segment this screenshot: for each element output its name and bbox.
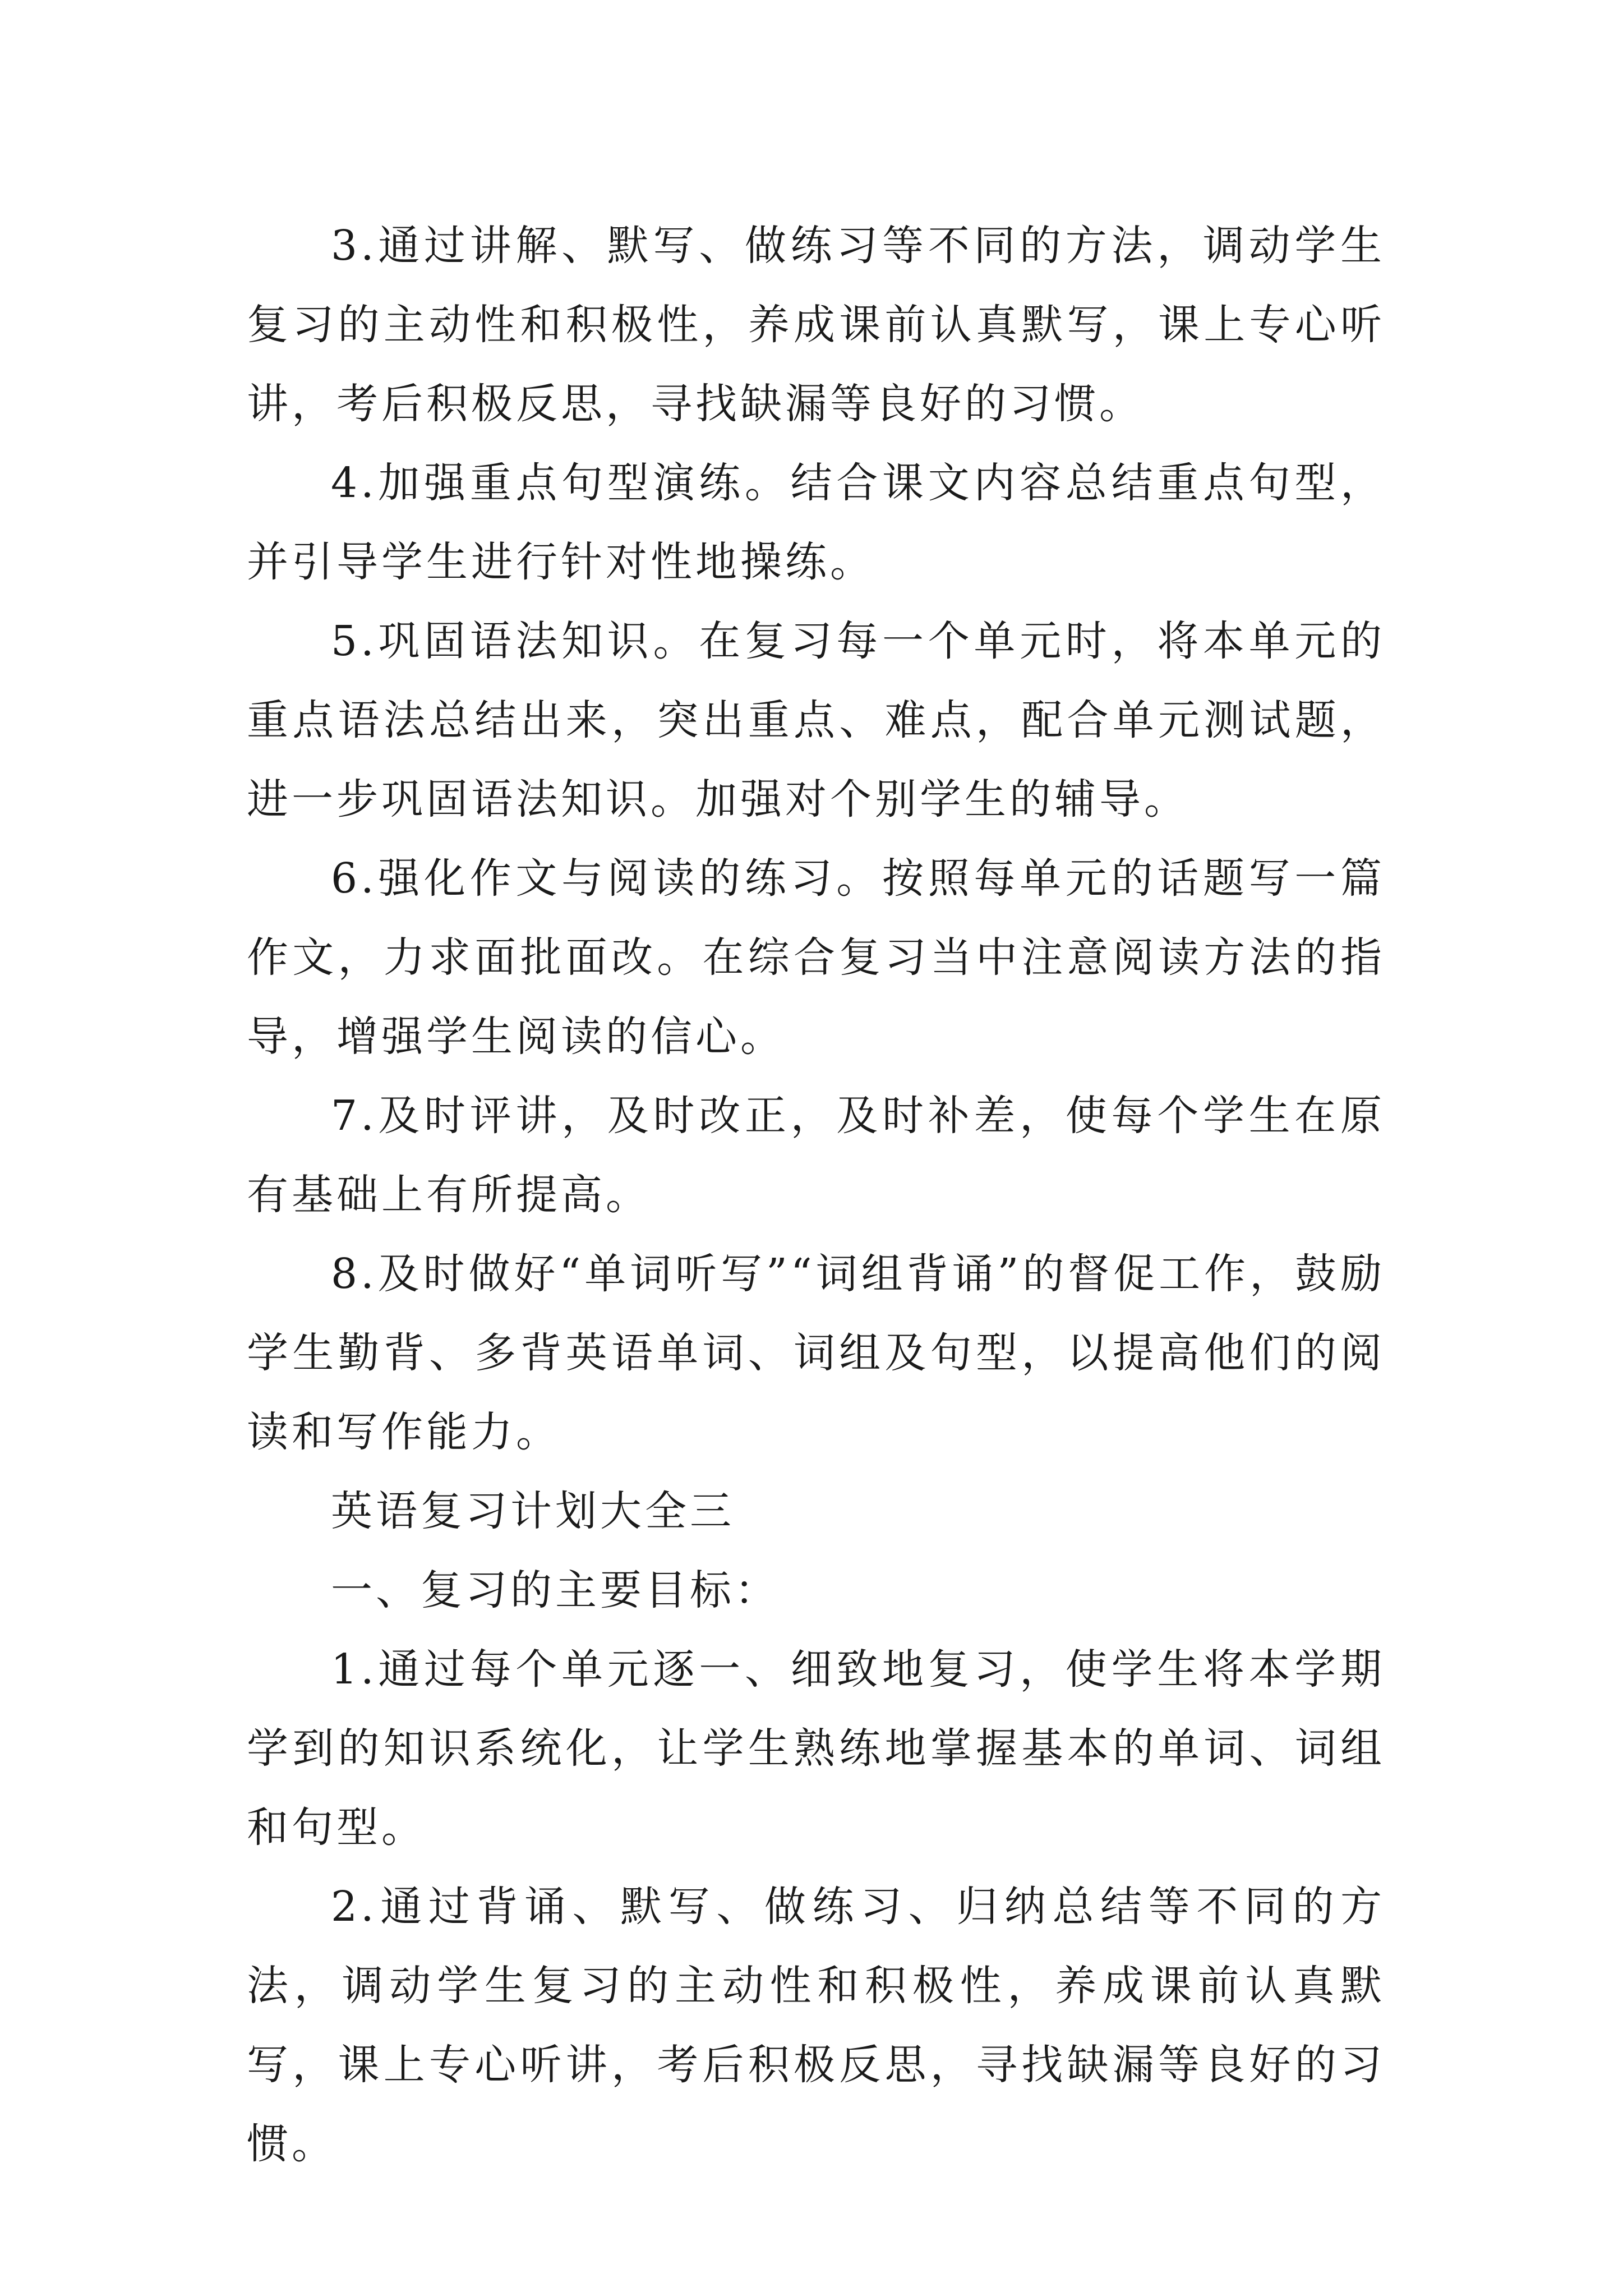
paragraph-item-2: 2.通过背诵、默写、做练习、归纳总结等不同的方法，调动学生复习的主动性和积极性，养成课前认真默写，课上专心听讲，考后积极反思，寻找缺漏等良好的习惯。 <box>247 1883 1385 2168</box>
paragraph-item-5: 5.巩固语法知识。在复习每一个单元时，将本单元的重点语法总结出来，突出重点、难点，配合单元测试题，进一步巩固语法知识。加强对个别学生的辅导。 <box>247 617 1385 823</box>
section-subtitle: 一、复习的主要目标： <box>331 1566 780 1614</box>
section-title: 英语复习计划大全三 <box>331 1487 735 1535</box>
paragraph-item-4: 4.加强重点句型演练。结合课文内容总结重点句型，并引导学生进行针对性地操练。 <box>247 459 1385 586</box>
paragraph-item-7: 7.及时评讲，及时改正，及时补差，使每个学生在原有基础上有所提高。 <box>247 1092 1385 1219</box>
paragraph-item-1: 1.通过每个单元逐一、细致地复习，使学生将本学期学到的知识系统化，让学生熟练地掌握基本的单词、词组和句型。 <box>247 1645 1385 1852</box>
paragraph-item-3: 3.通过讲解、默写、做练习等不同的方法，调动学生复习的主动性和积极性，养成课前认真默写，课上专心听讲，考后积极反思，寻找缺漏等良好的习惯。 <box>247 222 1385 428</box>
document-body <box>247 206 1385 2184</box>
paragraph-item-6: 6.强化作文与阅读的练习。按照每单元的话题写一篇作文，力求面批面改。在综合复习当中注意阅读方法的指导，增强学生阅读的信心。 <box>247 854 1385 1061</box>
paragraph-item-8: 8.及时做好“单词听写”“词组背诵”的督促工作，鼓励学生勤背、多背英语单词、词组及句型，以提高他们的阅读和写作能力。 <box>247 1250 1385 1456</box>
